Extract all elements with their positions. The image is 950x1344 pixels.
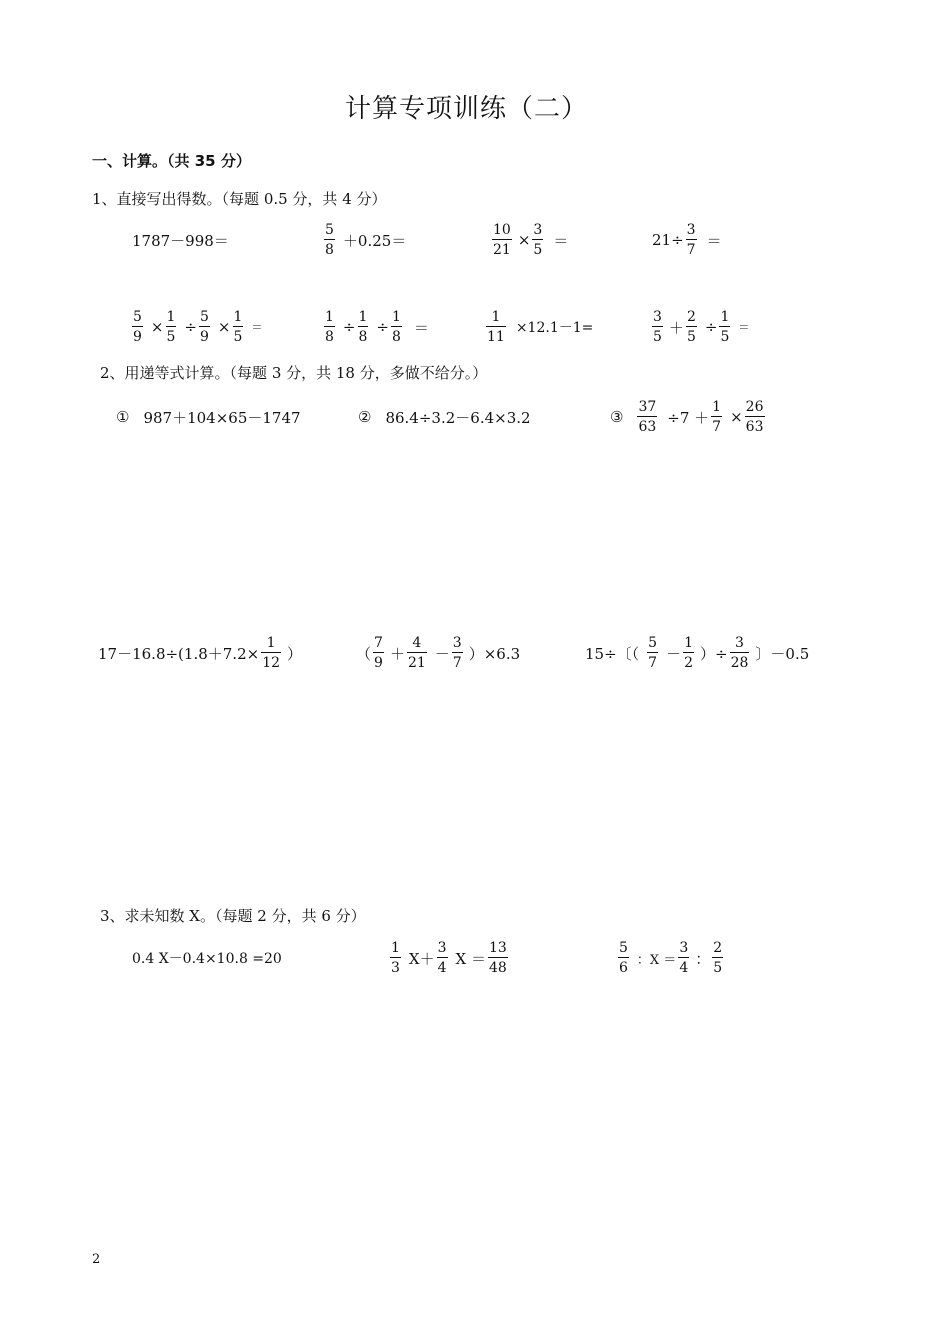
fraction: [618, 941, 629, 975]
section-heading: 一、计算。（共 35 分）: [92, 152, 251, 170]
numerator: 5: [325, 222, 334, 238]
expression-text: ：X ＝: [636, 952, 677, 968]
operator: ×: [517, 231, 531, 249]
problem-1-2: [322, 217, 406, 263]
denominator: 4: [679, 960, 689, 976]
numerator: 3: [686, 222, 696, 238]
denominator: 28: [730, 655, 749, 671]
denominator: 5: [166, 329, 176, 345]
problem-3-2: [388, 935, 510, 981]
numerator: 5: [648, 635, 658, 651]
numerator: 3: [735, 635, 744, 651]
denominator: 7: [686, 242, 696, 258]
denominator: 21: [493, 242, 511, 258]
expression-text: 15÷〔（: [585, 644, 640, 663]
numerator: 3: [653, 309, 662, 325]
fraction: [391, 310, 402, 344]
equation-text: 0.4 X－0.4×10.8 =20: [132, 951, 282, 967]
operator: ＋: [668, 318, 684, 337]
numerator: 7: [374, 635, 383, 651]
operator: ）÷: [700, 644, 728, 663]
problem-2-1: [116, 394, 301, 440]
expression-text: X＋: [408, 949, 435, 968]
denominator: 5: [233, 329, 243, 345]
fraction: [324, 310, 335, 344]
part1-heading: 1、直接写出得数。（每题 0.5 分，共 4 分）: [92, 190, 387, 208]
denominator: 7: [712, 419, 722, 435]
numerator: 13: [488, 940, 507, 956]
problem-1-5: [130, 304, 262, 350]
numerator: 3: [437, 940, 447, 956]
numerator: 3: [452, 635, 462, 651]
fraction: [452, 636, 463, 670]
fraction: [712, 941, 723, 975]
denominator: 5: [653, 329, 662, 345]
denominator: 9: [200, 329, 209, 345]
numerator: 5: [133, 309, 142, 325]
fraction: [686, 310, 697, 344]
problem-1-3: [490, 217, 568, 263]
problem-1-6: [322, 304, 429, 350]
numerator: 5: [619, 940, 628, 956]
denominator: 6: [619, 960, 628, 976]
operator: ÷: [704, 318, 718, 336]
operator: ÷: [342, 318, 356, 336]
denominator: 4: [437, 960, 447, 976]
numerator: 4: [412, 635, 422, 651]
fraction: [647, 636, 658, 670]
circled-number: ③: [610, 408, 624, 426]
fraction: [358, 310, 369, 344]
operator: ×: [730, 408, 743, 426]
operator: －: [666, 644, 682, 663]
page-number: 2: [92, 1252, 101, 1267]
expression-text: ÷7 ＋: [667, 408, 710, 427]
problem-2-3: [610, 394, 767, 440]
numerator: 1: [712, 399, 722, 415]
problem-2-5: [356, 630, 520, 676]
denominator: 11: [487, 329, 505, 345]
expression-text: ）×6.3: [468, 644, 521, 663]
fraction: [730, 636, 750, 670]
problem-1-7: [484, 304, 593, 350]
problem-1-1: [132, 217, 229, 263]
denominator: 2: [684, 655, 694, 671]
operator: ×: [217, 318, 231, 336]
numerator: 2: [686, 309, 696, 325]
fraction: [652, 310, 663, 344]
denominator: 48: [488, 960, 507, 976]
fraction: [637, 400, 657, 434]
part2-heading: 2、用递等式计算。（每题 3 分，共 18 分，多做不给分。）: [100, 364, 488, 382]
problem-1-8: [650, 304, 749, 350]
fraction: [132, 310, 143, 344]
fraction: [407, 636, 427, 670]
problem-2-4: [98, 630, 302, 676]
denominator: 8: [358, 329, 368, 345]
denominator: 9: [133, 329, 142, 345]
fraction: [719, 310, 730, 344]
operator: ：: [695, 949, 711, 968]
denominator: 9: [374, 655, 383, 671]
denominator: 63: [638, 419, 657, 435]
expression-text: 86.4÷3.2－6.4×3.2: [385, 408, 531, 427]
fraction: [745, 400, 765, 434]
denominator: 5: [533, 242, 543, 258]
problem-3-3: [616, 935, 725, 981]
denominator: 8: [325, 329, 334, 345]
numerator: 1: [325, 309, 334, 325]
fraction: [233, 310, 244, 344]
expression-text: 1787－998＝: [132, 231, 229, 250]
operator: ＋: [389, 644, 405, 663]
numerator: 1: [391, 940, 400, 956]
expression-text: ）: [287, 644, 303, 663]
expression-text: ＝: [413, 318, 429, 337]
denominator: 8: [392, 329, 401, 345]
denominator: 5: [713, 960, 723, 976]
denominator: 7: [452, 655, 462, 671]
expression-text: ＋0.25＝: [342, 231, 407, 250]
fraction: [324, 223, 335, 257]
fraction: [683, 636, 694, 670]
numerator: 3: [679, 940, 689, 956]
fraction: [166, 310, 177, 344]
numerator: 1: [358, 309, 368, 325]
denominator: 5: [686, 329, 696, 345]
denominator: 5: [720, 329, 730, 345]
expression-text: （: [356, 644, 372, 663]
numerator: 37: [638, 399, 657, 415]
expression-text: ＝: [553, 231, 569, 250]
numerator: 1: [720, 309, 730, 325]
circled-number: ②: [358, 408, 372, 426]
operator: ÷: [184, 318, 197, 336]
numerator: 1: [266, 635, 276, 651]
problem-1-4: [652, 217, 722, 263]
numerator: 1: [392, 309, 401, 325]
fraction: [488, 941, 508, 975]
numerator: 10: [493, 222, 511, 238]
expression-text: X ＝: [455, 949, 486, 968]
expression-text: 987＋104×65－1747: [143, 408, 301, 427]
denominator: 12: [262, 655, 281, 671]
expression-text: ＝: [251, 321, 263, 334]
numerator: 5: [200, 309, 209, 325]
fraction: [390, 941, 401, 975]
numerator: 26: [745, 399, 764, 415]
numerator: 1: [166, 309, 176, 325]
part3-heading: 3、求未知数 X。（每题 2 分，共 6 分）: [100, 907, 366, 925]
fraction: [261, 636, 281, 670]
fraction: [437, 941, 448, 975]
problem-2-6: [585, 630, 809, 676]
page-title: 计算专项训练（二）: [345, 94, 589, 124]
problem-2-2: [358, 394, 531, 440]
problem-3-1: [132, 935, 282, 981]
operator: ×: [150, 318, 164, 336]
expression-text: ＝: [738, 321, 750, 334]
operator: ÷: [376, 318, 389, 336]
circled-number: ①: [116, 408, 130, 426]
numerator: 1: [684, 635, 694, 651]
denominator: 7: [648, 655, 658, 671]
denominator: 8: [325, 242, 334, 258]
fraction: [199, 310, 210, 344]
fraction: [711, 400, 722, 434]
numerator: 3: [533, 222, 543, 238]
fraction: [686, 223, 697, 257]
numerator: 1: [491, 309, 501, 325]
expression-text: 〕－0.5: [755, 644, 810, 663]
expression-text: 21÷: [652, 231, 684, 249]
expression-text: ＝: [706, 231, 722, 250]
expression-text: 17－16.8÷(1.8＋7.2×: [98, 644, 260, 663]
fraction: [486, 310, 506, 344]
fraction: [492, 223, 512, 257]
denominator: 63: [745, 419, 764, 435]
fraction: [373, 636, 384, 670]
numerator: 1: [233, 309, 243, 325]
fraction: [678, 941, 689, 975]
expression-text: ×12.1－1=: [515, 320, 594, 336]
denominator: 21: [407, 655, 426, 671]
numerator: 2: [713, 940, 723, 956]
fraction: [532, 223, 543, 257]
denominator: 3: [391, 960, 400, 976]
operator: －: [434, 644, 450, 663]
